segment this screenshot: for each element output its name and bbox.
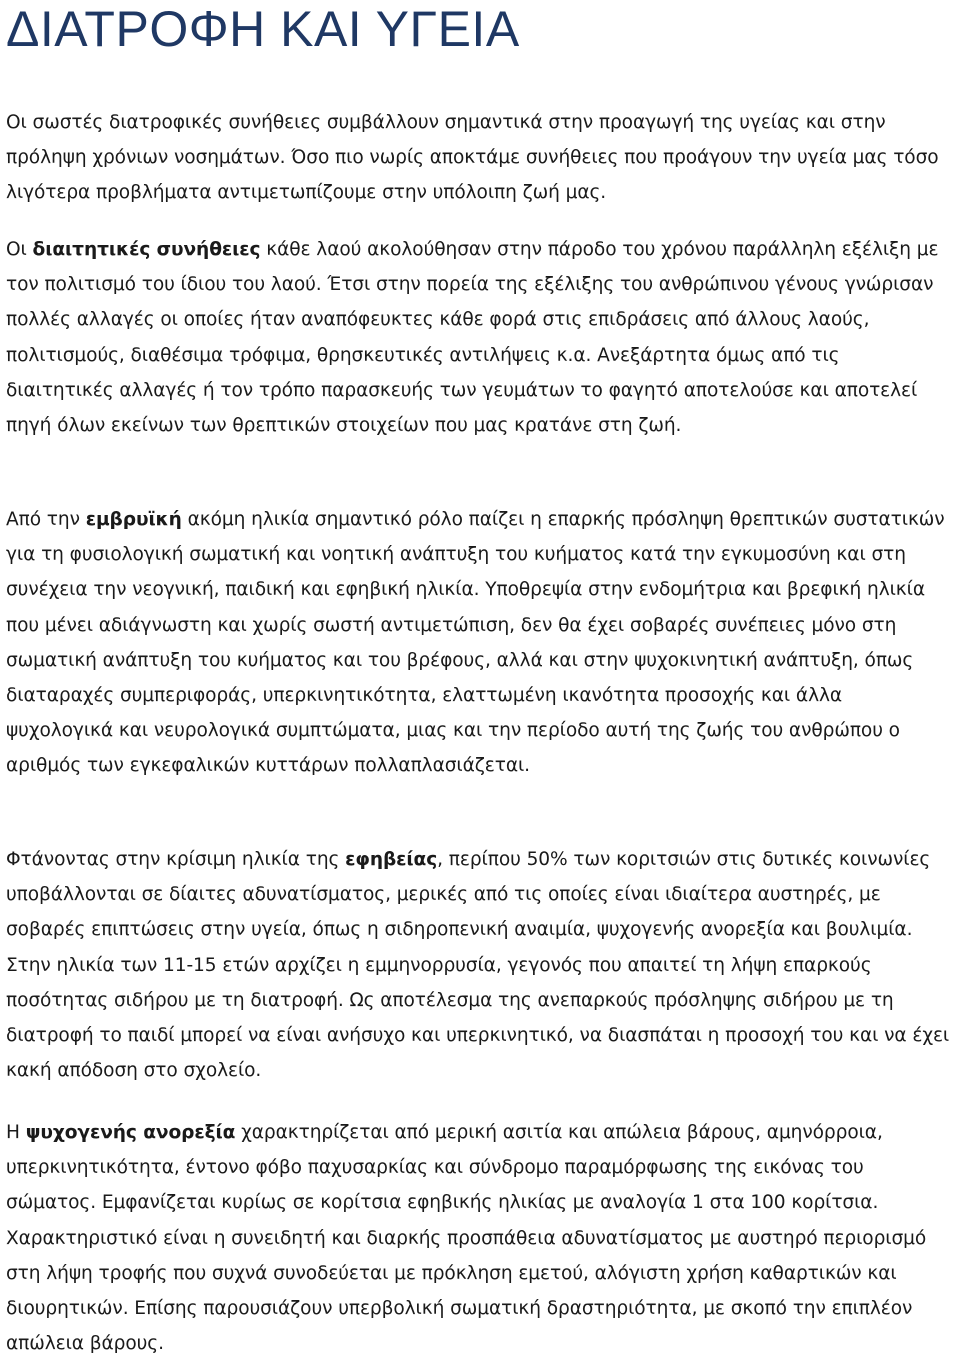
paragraph-anorexia-after: χαρακτηρίζεται από μερική ασιτία και απώλεια βάρους, αμηνόρροια, υπερκινητικότητα, έντονο φόβο παχυσαρκίας και σύνδρομο παραμόρφωσης της εικόνας του σώματος. Εμφανίζεται κυρίως σε κορίτσια εφηβικής ηλικίας με αναλογία 1 στα 100 κορίτσια. Χαρακτηριστικό είναι η συνειδητή και διαρκής προσπάθεια αδυνατίσματος με αυστηρό περιορισμό στη λήψη τροφής που συχνά συνοδεύεται με πρόκληση εμετού, αλόγιστη χρήση καθαρτικών και διουρητικών. Επίσης παρουσιάζουν υπερβολική σωματική δραστηριότητα, με σκοπό την επιπλέον απώλεια βάρους. [6, 1122, 927, 1355]
paragraph-anorexia [6, 1115, 950, 1361]
paragraph-embryonic-after: ακόμη ηλικία σημαντικό ρόλο παίζει η επαρκής πρόσληψη θρεπτικών συστατικών για τη φυσιολογική σωματική και νοητική ανάπτυξη του κυήματος κατά την εγκυμοσύνη και στη συνέχεια την νεογνική, παιδική και εφηβική ηλικία. Υποθρεψία στην ενδομήτρια και βρεφική ηλικία που μένει αδιάγνωστη και χωρίς σωστή αντιμετώπιση, δεν θα έχει σοβαρές συνέπειες μόνο στη σωματική ανάπτυξη του κυήματος και του βρέφους, αλλά και στην ψυχοκινητική ανάπτυξη, όπως διαταραχές συμπεριφοράς, υπερκινητικότητα, ελαττωμένη ικανότητα προσοχής και άλλα ψυχολογικά και νευρολογικά συμπτώματα, μιας και την περίοδο αυτή της ζωής του ανθρώπου ο αριθμός των εγκεφαλικών κυττάρων πολλαπλασιάζεται. [6, 509, 945, 777]
paragraph-adolescence-before: Φτάνοντας στην κρίσιμη ηλικία της [6, 849, 346, 870]
paragraph-intro-text: Οι σωστές διατροφικές συνήθειες συμβάλλουν σημαντικά στην προαγωγή της υγείας και στην πρόληψη χρόνιων νοσημάτων. Όσο πιο νωρίς αποκτάμε συνήθειες που προάγουν την υγεία μας τόσο λιγότερα προβλήματα αντιμετωπίζουμε στην υπόλοιπη ζωή μας. [6, 112, 939, 204]
page-title: ΔΙΑΤΡΟΦΗ ΚΑΙ ΥΓΕΙΑ [6, 1, 520, 57]
paragraph-dietary-habits [6, 232, 950, 443]
paragraph-dietary-habits-after: κάθε λαού ακολούθησαν στην πάροδο του χρόνου παράλληλη εξέλιξη με τον πολιτισμό του ίδιου του λαού. Έτσι στην πορεία της εξέλιξης του ανθρώπινου γένους γνώρισαν πολλές αλλαγές οι οποίες ήταν αναπόφευκτες κάθε φορά στις επιδράσεις από άλλους λαούς, πολιτισμούς, διαθέσιμα τρόφιμα, θρησκευτικές αντιλήψεις κ.α. Ανεξάρτητα όμως από τις διαιτητικές αλλαγές ή τον τρόπο παρασκευής των γευμάτων το φαγητό αποτελούσε και αποτελεί πηγή όλων εκείνων των θρεπτικών στοιχείων που μας κρατάνε στη ζωή. [6, 239, 939, 437]
paragraph-embryonic-before: Από την [6, 509, 86, 530]
paragraph-dietary-habits-bold: διαιτητικές συνήθειες [32, 239, 261, 260]
paragraph-intro [6, 105, 950, 211]
paragraph-adolescence [6, 842, 950, 1088]
paragraph-adolescence-bold: εφηβείας [345, 849, 438, 870]
paragraph-anorexia-before: Η [6, 1122, 26, 1143]
paragraph-anorexia-bold: ψυχογενής ανορεξία [25, 1122, 236, 1143]
paragraph-adolescence-after: , περίπου 50% των κοριτσιών στις δυτικές κοινωνίες υποβάλλονται σε δίαιτες αδυνατίσματος, μερικές από τις οποίες είναι ιδιαίτερα αυστηρές, με σοβαρές επιπτώσεις στην υγεία, όπως η σιδηροπενική αναιμία, ψυχογενής ανορεξία και βουλιμία. Στην ηλικία των 11-15 ετών αρχίζει η εμμηνορρυσία, γεγονός που απαιτεί τη λήψη επαρκούς ποσότητας σιδήρου με τη διατροφή. Ως αποτέλεσμα της ανεπαρκούς πρόσληψης σιδήρου με τη διατροφή το παιδί μπορεί να είναι ανήσυχο και υπερκινητικό, να διασπάται η προσοχή του και να έχει κακή απόδοση στο σχολείο. [6, 849, 950, 1082]
paragraph-dietary-habits-before: Οι [6, 239, 33, 260]
paragraph-embryonic-bold: εμβρυϊκή [85, 509, 182, 530]
paragraph-embryonic [6, 502, 950, 784]
